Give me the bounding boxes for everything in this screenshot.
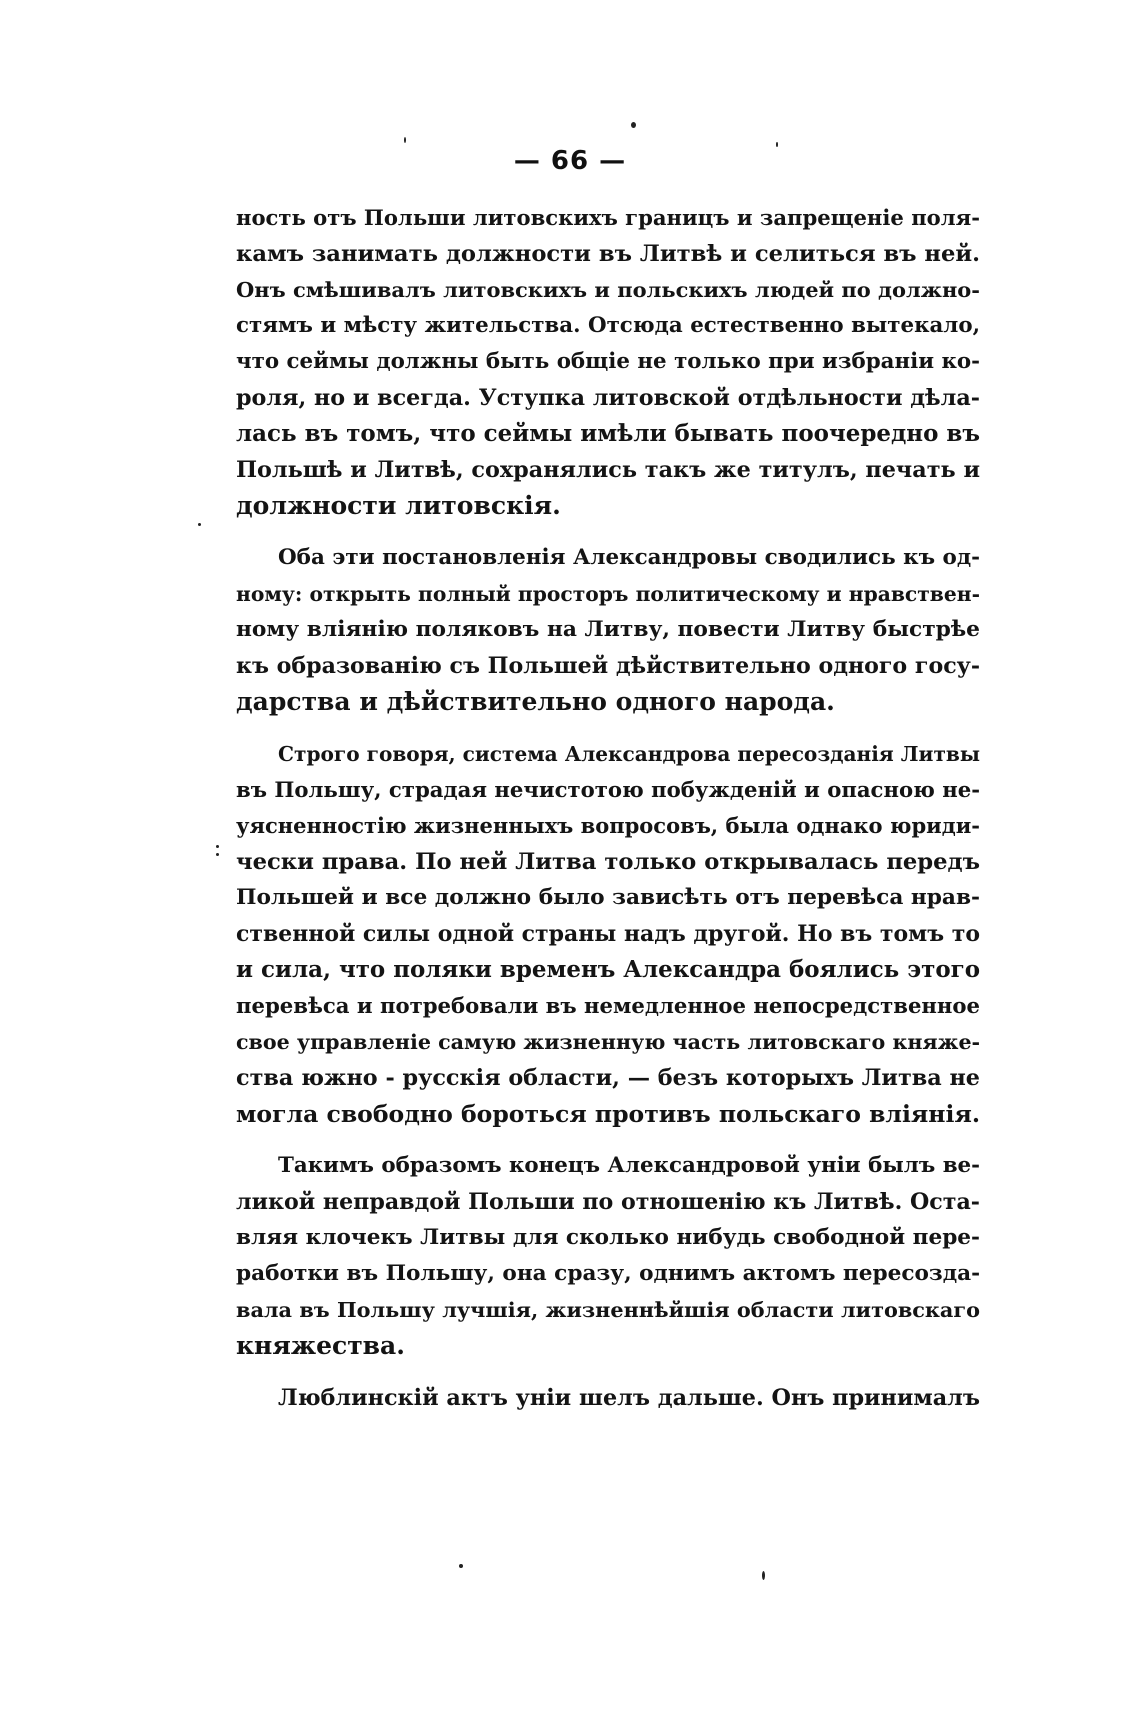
paragraph-2 xyxy=(236,540,980,720)
text-line: Оба эти постановленія Александровы сводились къ од- xyxy=(278,545,980,570)
scan-speck xyxy=(216,845,219,848)
text-line: ному вліянію поляковъ на Литву, повести Литву быстрѣе xyxy=(236,617,980,642)
scan-speck xyxy=(776,142,778,147)
text-line: что сеймы должны быть общіе не только при избраніи ко- xyxy=(236,349,980,374)
text-line: Строго говоря, система Александрова пересозданія Литвы xyxy=(278,742,980,766)
scan-speck xyxy=(631,122,636,128)
text-line: Польшѣ и Литвѣ, сохранялись такъ же титулъ, печать и xyxy=(236,457,980,483)
text-line: перевѣса и потребовали въ немедленное непосредственное xyxy=(236,993,980,1018)
scan-speck xyxy=(198,523,201,526)
page-number: — 66 — xyxy=(513,146,627,176)
text-line: Такимъ образомъ конецъ Александровой уніи былъ ве- xyxy=(278,1153,980,1178)
text-line: и сила, что поляки временъ Александра боялись этого xyxy=(236,956,980,983)
text-line: ликой неправдой Польши по отношенію къ Литвѣ. Оста- xyxy=(236,1189,980,1215)
text-line: ность отъ Польши литовскихъ границъ и запрещеніе поля- xyxy=(236,205,980,230)
text-line: къ образованію съ Польшей дѣйствительно одного госу- xyxy=(236,653,980,679)
text-line: уясненностію жизненныхъ вопросовъ, была однако юриди- xyxy=(236,813,980,838)
text-line: княжества. xyxy=(236,1331,405,1360)
paragraph-1 xyxy=(236,200,980,524)
paragraph-4 xyxy=(236,1148,980,1364)
text-line: Онъ смѣшивалъ литовскихъ и польскихъ людей по должно- xyxy=(236,277,980,302)
paragraph-5 xyxy=(236,1380,980,1416)
text-line: ному: открыть полный просторъ политическому и нравствен- xyxy=(236,582,980,606)
text-line: Люблинскій актъ уніи шелъ дальше. Онъ принималъ xyxy=(278,1385,980,1411)
text-line: лась въ томъ, что сеймы имѣли бывать поочередно въ xyxy=(236,420,980,447)
text-line: должности литовскія. xyxy=(236,491,561,520)
text-line: вала въ Польшу лучшія, жизненнѣйшія области литовскаго xyxy=(236,1297,980,1322)
text-line: ства южно - русскія области, — безъ которыхъ Литва не xyxy=(236,1065,980,1091)
text-line: ственной силы одной страны надъ другой. Но въ томъ то xyxy=(236,921,980,947)
text-line: камъ занимать должности въ Литвѣ и селиться въ ней. xyxy=(236,241,980,267)
paragraph-3 xyxy=(236,736,980,1132)
text-line: въ Польшу, страдая нечистотою побужденій и опасною не- xyxy=(236,777,980,802)
text-line: стямъ и мѣсту жительства. Отсюда естественно вытекало, xyxy=(236,313,980,338)
text-line: чески права. По ней Литва только открывалась передъ xyxy=(236,849,980,875)
text-line: могла свободно бороться противъ польскаго вліянія. xyxy=(236,1100,981,1128)
text-line: Польшей и все должно было зависѣть отъ перевѣса нрав- xyxy=(236,885,980,910)
text-line: работки въ Польшу, она сразу, однимъ актомъ пересозда- xyxy=(236,1261,981,1286)
scan-speck xyxy=(762,1571,765,1580)
text-line: роля, но и всегда. Уступка литовской отдѣльности дѣла- xyxy=(236,385,980,411)
body-text xyxy=(236,200,980,1432)
text-line: свое управленіе самую жизненную часть литовскаго княже- xyxy=(236,1030,981,1054)
scan-speck xyxy=(216,853,219,856)
text-line: вляя клочекъ Литвы для сколько нибудь свободной пере- xyxy=(236,1225,980,1250)
scan-speck xyxy=(459,1564,463,1568)
text-line: дарства и дѣйствительно одного народа. xyxy=(236,687,835,716)
scan-speck xyxy=(404,137,406,143)
